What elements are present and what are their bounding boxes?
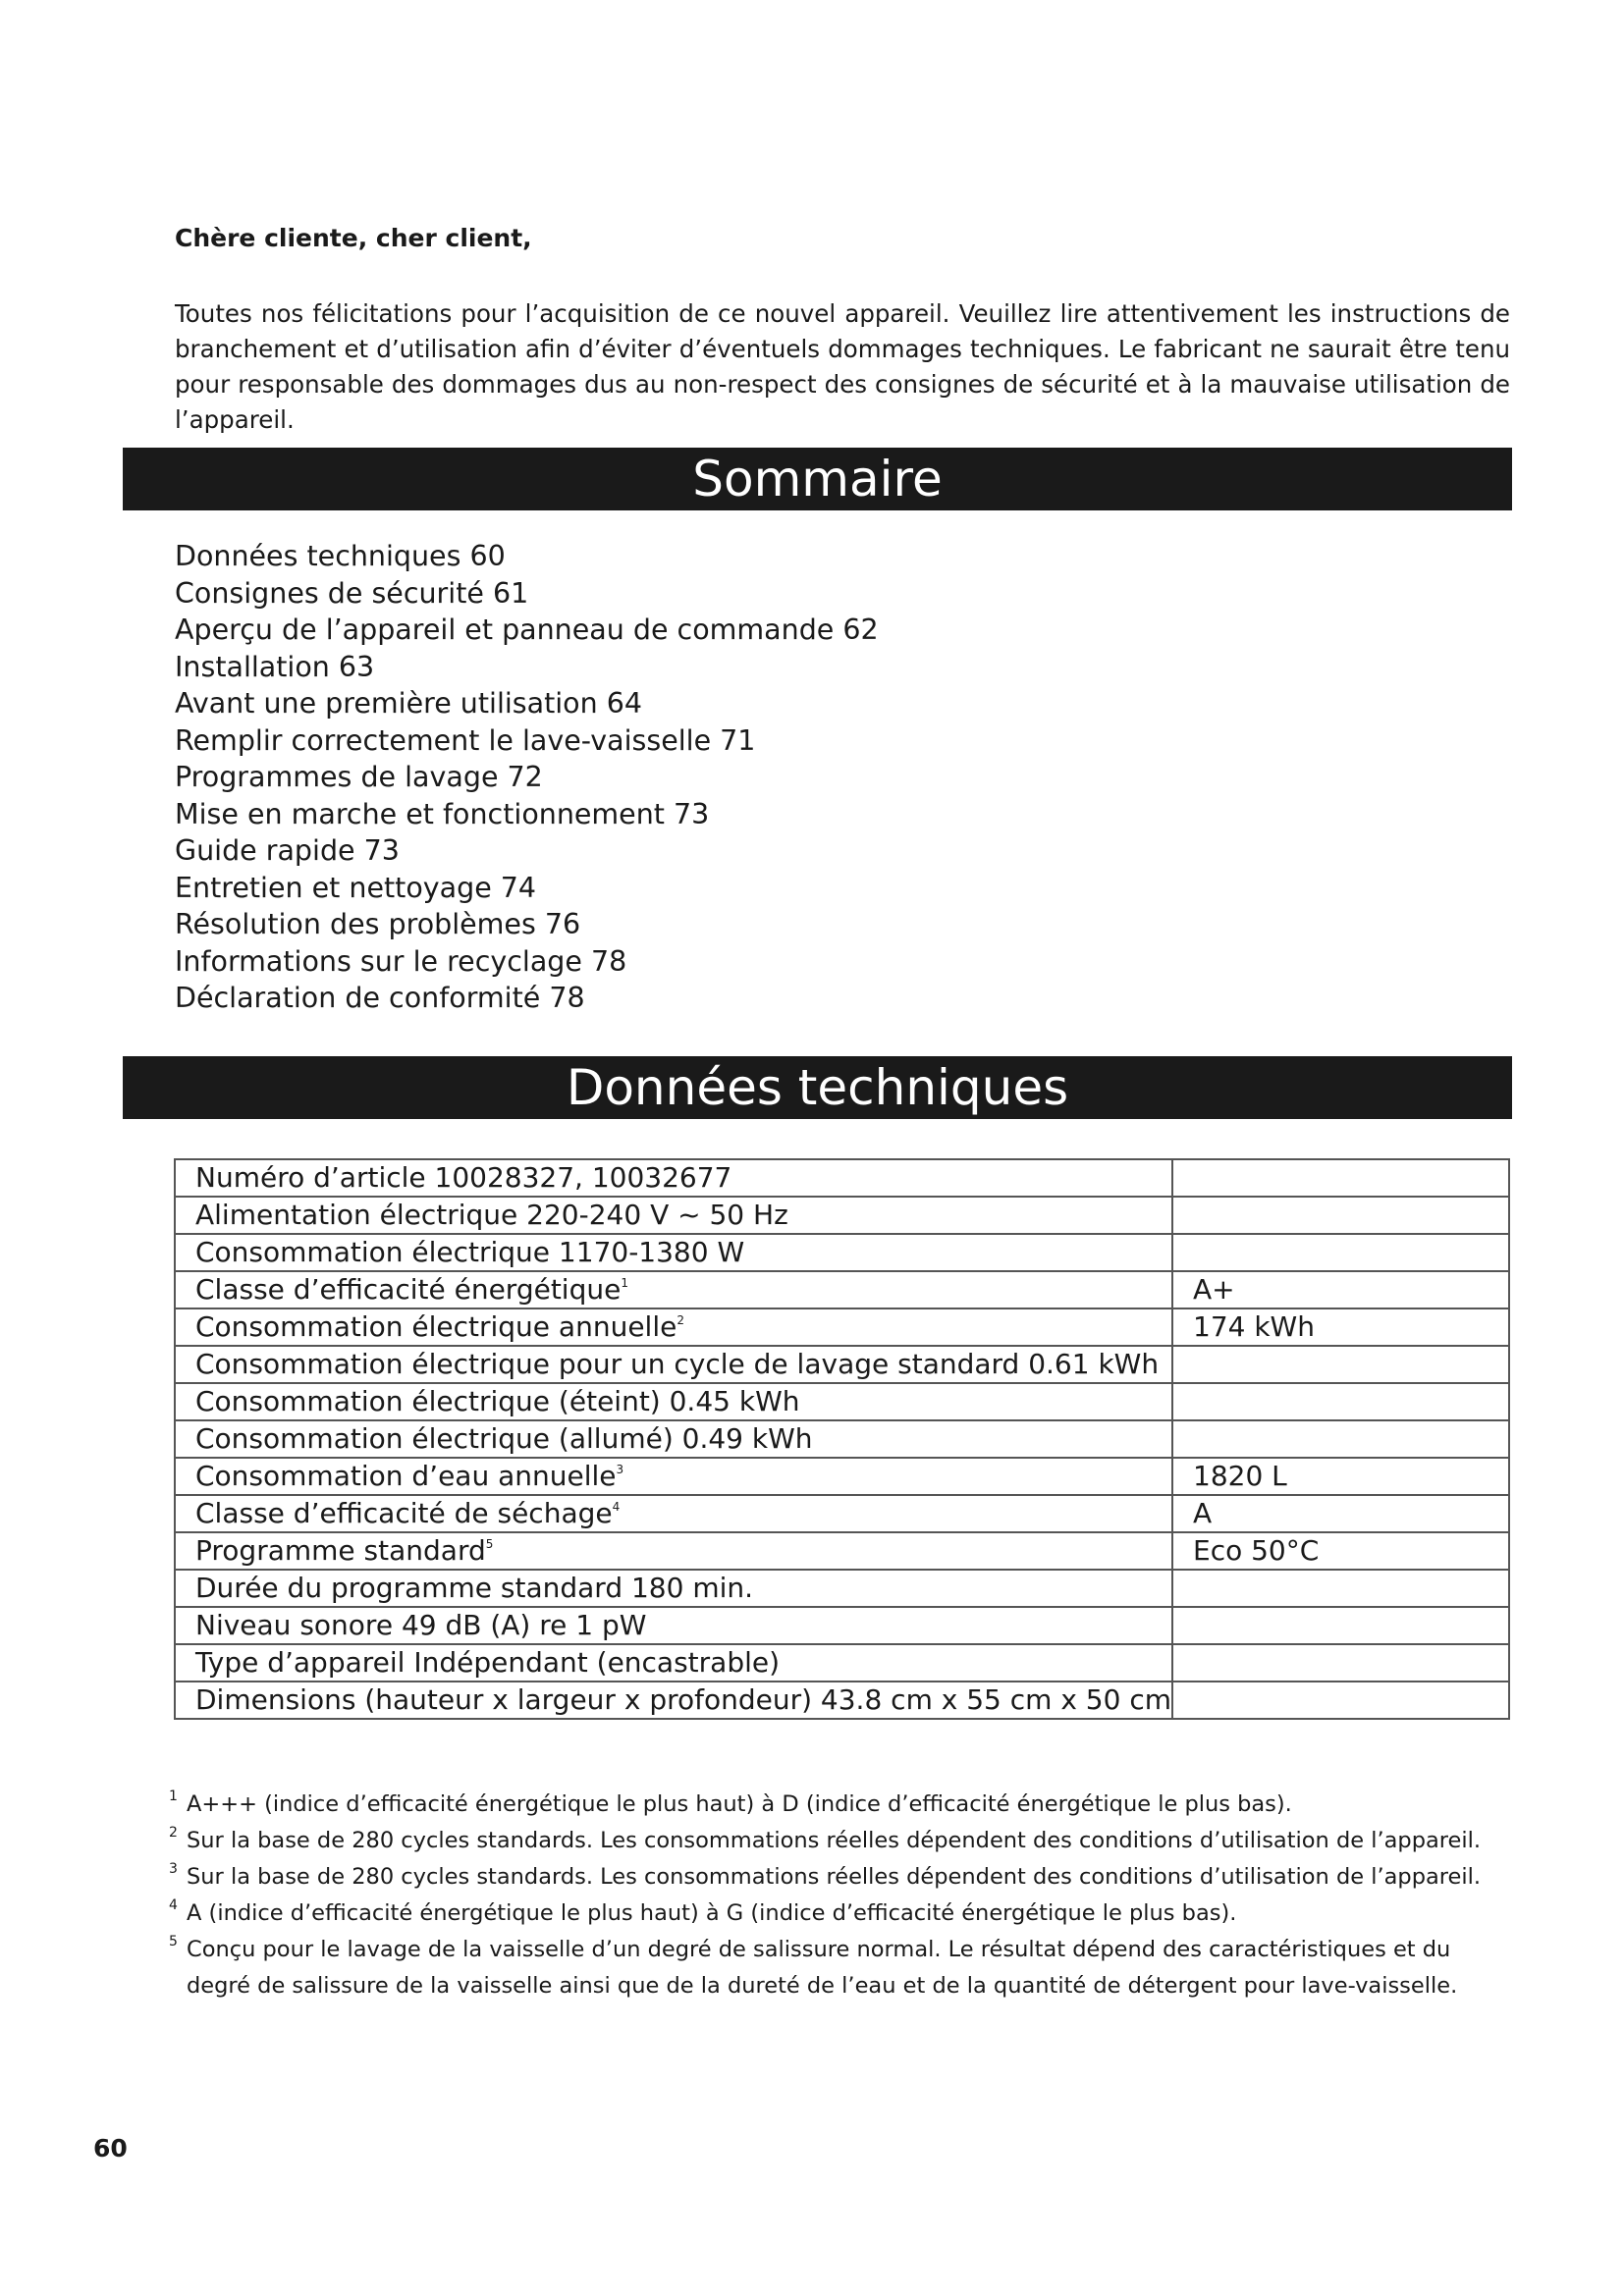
toc-item: Résolution des problèmes 76: [175, 908, 581, 940]
table-row: [175, 1570, 1509, 1607]
spec-value: 1820 L: [1172, 1458, 1509, 1495]
footnote-mark: 1: [169, 1789, 178, 1804]
greeting: Chère cliente, cher client,: [175, 224, 532, 252]
spec-value: [1172, 1197, 1509, 1234]
table-of-contents: [175, 538, 879, 1017]
spec-label-text: Consommation électrique pour un cycle de lavage standard 0.61 kWh: [195, 1348, 1160, 1380]
spec-value: [1172, 1607, 1509, 1644]
footnotes: [169, 1787, 1512, 2004]
toc-item: Informations sur le recyclage 78: [175, 944, 627, 978]
spec-label-text: Durée du programme standard 180 min.: [195, 1572, 754, 1604]
table-row: [175, 1308, 1509, 1346]
spec-label: [175, 1271, 1172, 1308]
spec-label-text: Niveau sonore 49 dB (A) re 1 pW: [195, 1609, 647, 1641]
spec-label: [175, 1495, 1172, 1532]
footnote-text: Sur la base de 280 cycles standards. Les consommations réelles dépendent des conditions d’utilisation de l’appareil.: [187, 1828, 1482, 1853]
spec-label-text: Programme standard: [195, 1534, 486, 1567]
spec-label-text: Consommation électrique (éteint) 0.45 kWh: [195, 1385, 800, 1417]
toc-item: Guide rapide 73: [175, 834, 400, 867]
table-row: [175, 1682, 1509, 1719]
footnote-mark: 3: [169, 1861, 178, 1877]
toc-item: Mise en marche et fonctionnement 73: [175, 797, 710, 830]
footnote: [169, 1787, 1512, 1823]
footnote-ref: 1: [621, 1276, 628, 1290]
tech-data-table: [174, 1158, 1510, 1720]
summary-heading: Sommaire: [123, 448, 1512, 510]
spec-value: [1172, 1159, 1509, 1197]
toc-item: Avant une première utilisation 64: [175, 687, 643, 720]
toc-item: Entretien et nettoyage 74: [175, 871, 537, 904]
spec-value: [1172, 1346, 1509, 1383]
spec-label-text: Consommation d’eau annuelle: [195, 1460, 617, 1492]
spec-value: [1172, 1420, 1509, 1458]
spec-label-text: Dimensions (hauteur x largeur x profondeur) 43.8 cm x 55 cm x 50 cm: [195, 1683, 1171, 1716]
toc-item: Déclaration de conformité 78: [175, 982, 585, 1014]
footnote: [169, 1932, 1512, 2004]
table-row: [175, 1420, 1509, 1458]
footnote-ref: 5: [485, 1537, 494, 1551]
footnote-text: Conçu pour le lavage de la vaisselle d’un degré de salissure normal. Le résultat dépend des caractéristiques et du degré de salissure de la vaisselle ainsi que de la dureté de l’eau et de la quantité de détergent pour lave-vaisselle.: [187, 1937, 1458, 1999]
page-number: 60: [93, 2134, 128, 2163]
footnote-ref: 3: [616, 1463, 624, 1476]
table-row: [175, 1271, 1509, 1308]
spec-label: [175, 1346, 1172, 1383]
spec-label: [175, 1458, 1172, 1495]
table-row: [175, 1234, 1509, 1271]
table-row: [175, 1644, 1509, 1682]
spec-label: [175, 1159, 1172, 1197]
toc-item: Installation 63: [175, 650, 375, 683]
footnote-mark: 5: [169, 1934, 178, 1949]
spec-label-text: Type d’appareil Indépendant (encastrable): [195, 1646, 781, 1679]
table-row: [175, 1346, 1509, 1383]
footnote: [169, 1823, 1512, 1859]
table-row: [175, 1458, 1509, 1495]
spec-label: [175, 1420, 1172, 1458]
spec-value: A+: [1172, 1271, 1509, 1308]
spec-label: [175, 1234, 1172, 1271]
spec-label: [175, 1197, 1172, 1234]
spec-label: [175, 1383, 1172, 1420]
spec-label-text: Classe d’efficacité énergétique: [195, 1273, 622, 1306]
spec-value: [1172, 1682, 1509, 1719]
toc-item: Consignes de sécurité 61: [175, 576, 529, 610]
spec-value: A: [1172, 1495, 1509, 1532]
spec-label-text: Consommation électrique (allumé) 0.49 kWh: [195, 1422, 813, 1455]
toc-item: Aperçu de l’appareil et panneau de commande 62: [175, 614, 879, 646]
table-row: [175, 1495, 1509, 1532]
footnote-mark: 2: [169, 1825, 178, 1841]
footnote-ref: 2: [677, 1313, 684, 1327]
table-row: [175, 1607, 1509, 1644]
table-row: [175, 1197, 1509, 1234]
footnote-text: Sur la base de 280 cycles standards. Les consommations réelles dépendent des conditions d’utilisation de l’appareil.: [187, 1864, 1482, 1890]
spec-label: [175, 1644, 1172, 1682]
spec-value: [1172, 1234, 1509, 1271]
spec-label-text: Alimentation électrique 220-240 V ~ 50 Hz: [195, 1199, 788, 1231]
spec-label: [175, 1308, 1172, 1346]
table-row: [175, 1159, 1509, 1197]
spec-label: [175, 1532, 1172, 1570]
tech-data-heading: Données techniques: [123, 1056, 1512, 1119]
spec-value: [1172, 1570, 1509, 1607]
footnote-mark: 4: [169, 1897, 178, 1913]
toc-item: Remplir correctement le lave-vaisselle 71: [175, 723, 756, 757]
toc-item: Données techniques 60: [175, 540, 506, 572]
table-row: [175, 1532, 1509, 1570]
spec-label: [175, 1570, 1172, 1607]
intro-paragraph: Toutes nos félicitations pour l’acquisition de ce nouvel appareil. Veuillez lire attentivement les instructions de branchement et d’utilisation afin d’éviter d’éventuels dommages techniques. Le fabricant ne saurait être tenu pour responsable des dommages dus au non-respect des consignes de sécurité et à la mauvaise utilisation de l’appareil.: [175, 299, 1510, 434]
footnote: [169, 1896, 1512, 1932]
spec-label: [175, 1682, 1172, 1719]
footnote-text: A+++ (indice d’efficacité énergétique le plus haut) à D (indice d’efficacité énergétique le plus bas).: [187, 1791, 1292, 1817]
spec-label: [175, 1607, 1172, 1644]
footnote-text: A (indice d’efficacité énergétique le plus haut) à G (indice d’efficacité énergétique le plus bas).: [187, 1900, 1237, 1926]
spec-value: [1172, 1644, 1509, 1682]
spec-label-text: Numéro d’article 10028327, 10032677: [195, 1161, 732, 1194]
spec-value: [1172, 1383, 1509, 1420]
spec-value: Eco 50°C: [1172, 1532, 1509, 1570]
toc-item: Programmes de lavage 72: [175, 761, 543, 793]
footnote-ref: 4: [612, 1500, 621, 1514]
table-row: [175, 1383, 1509, 1420]
spec-label-text: Consommation électrique 1170-1380 W: [195, 1236, 745, 1268]
spec-label-text: Consommation électrique annuelle: [195, 1310, 677, 1343]
footnote: [169, 1859, 1512, 1896]
spec-value: 174 kWh: [1172, 1308, 1509, 1346]
spec-label-text: Classe d’efficacité de séchage: [195, 1497, 613, 1529]
